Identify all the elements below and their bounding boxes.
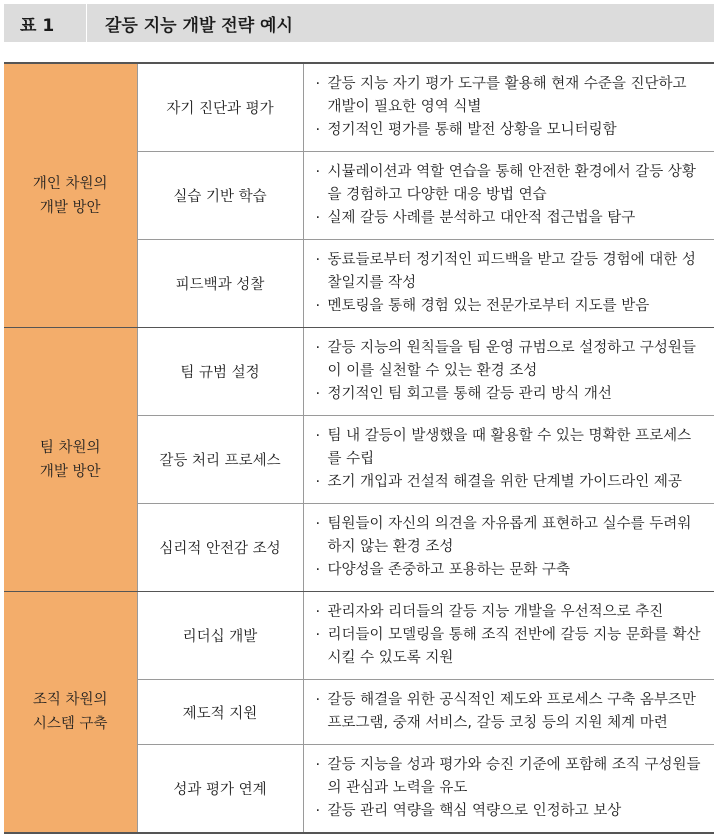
bullet-dot-icon: · <box>315 252 321 268</box>
description-cell <box>303 240 714 328</box>
bullet-dot-icon: · <box>315 122 321 138</box>
bullet-text: 갈등 지능 자기 평가 도구를 활용해 현재 수준을 진단하고 개발이 필요한 영역 식별 <box>327 76 687 115</box>
table-title: 갈등 지능 개발 전략 예시 <box>105 15 293 36</box>
description-cell <box>303 63 714 152</box>
bullet-dot-icon: · <box>315 803 321 819</box>
bullet-text: 팀원들이 자신의 의견을 자유롭게 표현하고 실수를 두려워하지 않는 환경 조성 <box>327 516 692 555</box>
bullet-text: 실제 갈등 사례를 분석하고 대안적 접근법을 탐구 <box>327 210 636 226</box>
subcategory-label: 피드백과 성찰 <box>137 240 303 328</box>
description-cell <box>303 745 714 834</box>
bullet-text: 갈등 지능을 성과 평가와 승진 기준에 포함해 조직 구성원들의 관심과 노력을 유도 <box>327 757 701 796</box>
bullet-item <box>316 425 705 471</box>
bullet-dot-icon: · <box>315 474 321 490</box>
bullet-dot-icon: · <box>315 516 321 532</box>
bullet-item <box>316 73 705 119</box>
bullet-text: 정기적인 평가를 통해 발전 상황을 모니터링함 <box>327 122 617 138</box>
bullet-item <box>316 161 705 207</box>
table-title-bar <box>4 4 714 42</box>
group-label: 조직 차원의 시스템 구축 <box>4 592 137 834</box>
table-row <box>4 63 714 152</box>
bullet-text: 시뮬레이션과 역할 연습을 통해 안전한 환경에서 갈등 상황을 경험하고 다양한 대응 방법 연습 <box>327 164 696 203</box>
bullet-dot-icon: · <box>315 76 321 92</box>
bullet-text: 정기적인 팀 회고를 통해 갈등 관리 방식 개선 <box>327 386 612 402</box>
bullet-dot-icon: · <box>315 340 321 356</box>
bullet-text: 갈등 지능의 원칙들을 팀 운영 규범으로 설정하고 구성원들이 이를 실천할 수 있는 환경 조성 <box>327 340 696 379</box>
bullet-item <box>316 337 705 383</box>
bullet-text: 갈등 관리 역량을 핵심 역량으로 인정하고 보상 <box>327 803 622 819</box>
group-label: 팀 차원의 개발 방안 <box>4 328 137 592</box>
bullet-dot-icon: · <box>315 757 321 773</box>
subcategory-label: 리더십 개발 <box>137 592 303 680</box>
bullet-item <box>316 207 705 230</box>
bullet-item <box>316 754 705 800</box>
table-row <box>4 592 714 680</box>
bullet-dot-icon: · <box>315 604 321 620</box>
bullet-text: 멘토링을 통해 경험 있는 전문가로부터 지도를 받음 <box>327 298 650 314</box>
bullet-text: 다양성을 존중하고 포용하는 문화 구축 <box>327 562 571 578</box>
bullet-text: 동료들로부터 정기적인 피드백을 받고 갈등 경험에 대한 성찰일지를 작성 <box>327 252 696 291</box>
bullet-item <box>316 800 705 823</box>
bullet-item <box>316 249 705 295</box>
bullet-text: 팀 내 갈등이 발생했을 때 활용할 수 있는 명확한 프로세스를 수립 <box>327 428 692 467</box>
bullet-item <box>316 383 705 406</box>
bullet-item <box>316 513 705 559</box>
bullet-item <box>316 624 705 670</box>
bullet-dot-icon: · <box>315 627 321 643</box>
subcategory-label: 성과 평가 연계 <box>137 745 303 834</box>
bullet-text: 관리자와 리더들의 갈등 지능 개발을 우선적으로 추진 <box>327 604 664 620</box>
subcategory-label: 갈등 처리 프로세스 <box>137 416 303 504</box>
bullet-dot-icon: · <box>315 298 321 314</box>
bullet-text: 갈등 해결을 위한 공식적인 제도와 프로세스 구축 옴부즈만 프로그램, 중재 서비스, 갈등 코칭 등의 지원 체계 마련 <box>327 692 696 731</box>
bullet-text: 조기 개입과 건설적 해결을 위한 단계별 가이드라인 제공 <box>327 474 682 490</box>
description-cell <box>303 152 714 240</box>
description-cell <box>303 328 714 416</box>
bullet-text: 리더들이 모델링을 통해 조직 전반에 갈등 지능 문화를 확산시킬 수 있도록 지원 <box>327 627 701 666</box>
subcategory-label: 심리적 안전감 조성 <box>137 504 303 592</box>
bullet-item <box>316 471 705 494</box>
table-row <box>4 328 714 416</box>
bullet-dot-icon: · <box>315 428 321 444</box>
bullet-item <box>316 119 705 142</box>
bullet-dot-icon: · <box>315 210 321 226</box>
description-cell <box>303 680 714 745</box>
bullet-item <box>316 295 705 318</box>
subcategory-label: 제도적 지원 <box>137 680 303 745</box>
strategy-table <box>4 62 714 834</box>
bullet-item <box>316 559 705 582</box>
table-number: 표 1 <box>20 15 55 36</box>
description-cell <box>303 592 714 680</box>
subcategory-label: 실습 기반 학습 <box>137 152 303 240</box>
bullet-dot-icon: · <box>315 386 321 402</box>
bullet-dot-icon: · <box>315 692 321 708</box>
subcategory-label: 팀 규범 설정 <box>137 328 303 416</box>
bullet-item <box>316 689 705 735</box>
description-cell <box>303 504 714 592</box>
group-label: 개인 차원의 개발 방안 <box>4 63 137 328</box>
description-cell <box>303 416 714 504</box>
bullet-dot-icon: · <box>315 562 321 578</box>
bullet-item <box>316 601 705 624</box>
subcategory-label: 자기 진단과 평가 <box>137 63 303 152</box>
bullet-dot-icon: · <box>315 164 321 180</box>
